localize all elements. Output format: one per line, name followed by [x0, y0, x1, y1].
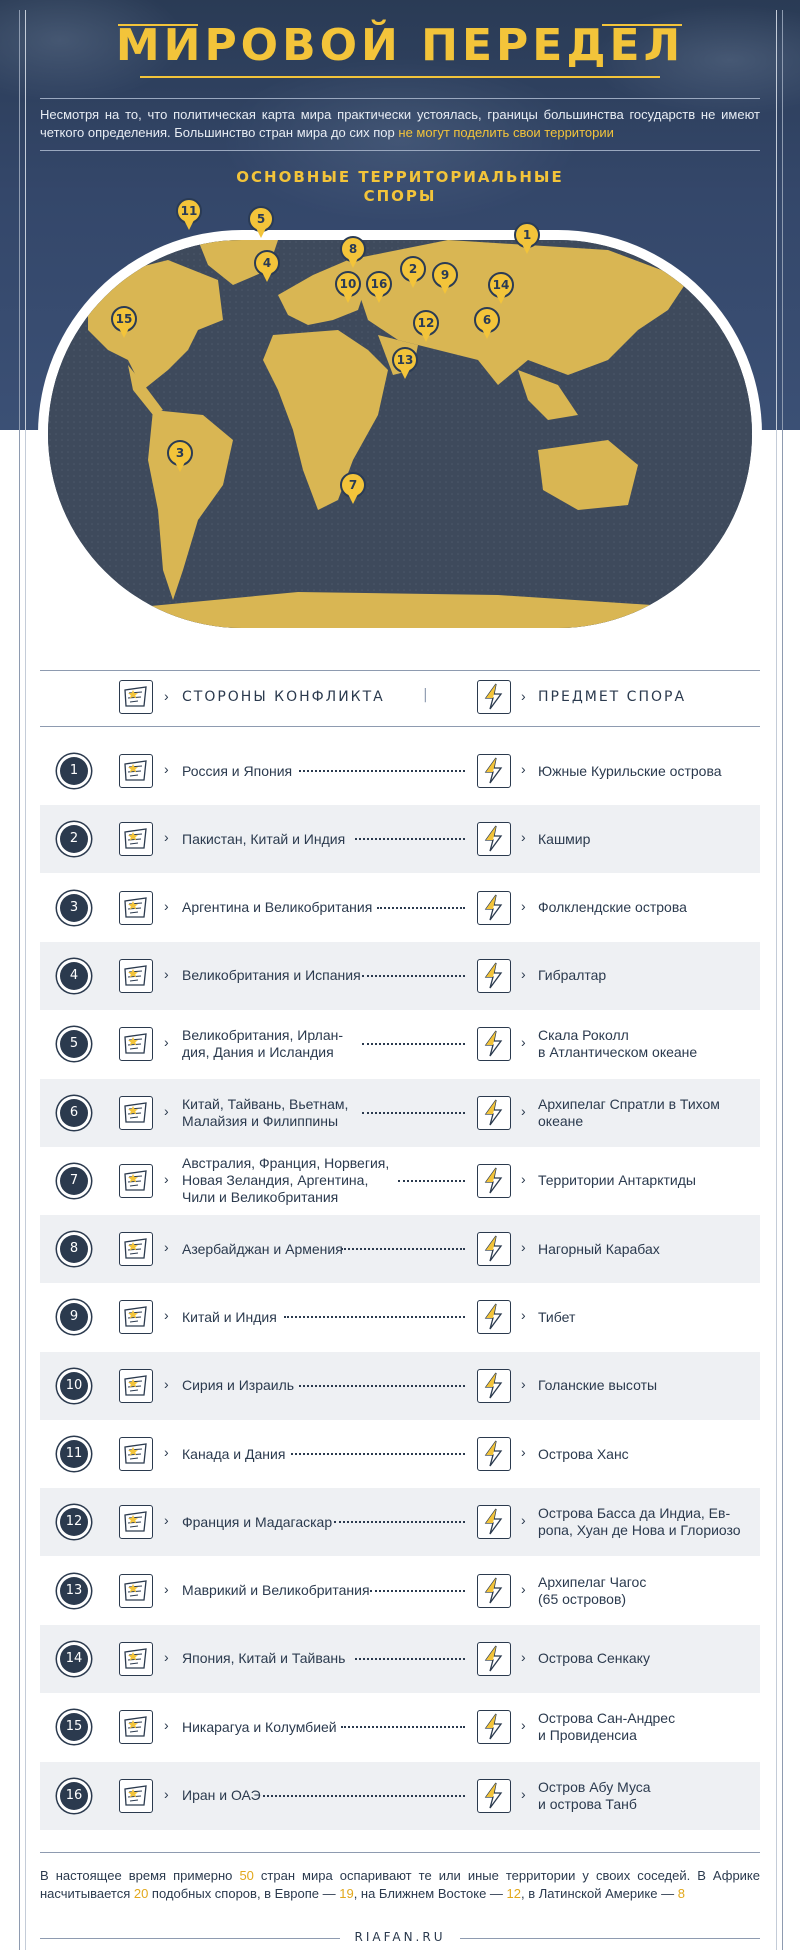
header-separator: | [423, 687, 430, 703]
dispute-number-badge: 12 [60, 1508, 88, 1536]
map-pin-6[interactable]: 6 [474, 307, 500, 341]
chevron-right-icon: › [521, 1375, 526, 1392]
dispute-subject [538, 831, 760, 848]
dispute-subject-line: Нагорный Карабах [538, 1240, 660, 1257]
dispute-subject-line: в Атлантическом океане [538, 1044, 698, 1061]
chevron-right-icon: › [164, 1717, 169, 1734]
conflict-parties-line: Великобритания и Испания [182, 967, 361, 984]
dispute-subject-icon [477, 680, 511, 714]
chevron-right-icon: › [164, 1580, 169, 1597]
map-subtitle [0, 168, 800, 206]
conflict-parties-icon [119, 822, 153, 856]
dispute-number-badge: 11 [60, 1440, 88, 1468]
dispute-subject-line: (65 островов) [538, 1590, 627, 1607]
footer-count-africa: 20 [133, 1886, 149, 1901]
dispute-subject-line: Гибралтар [538, 967, 607, 984]
map-pin-2[interactable]: 2 [400, 256, 426, 290]
conflict-parties-icon [119, 959, 153, 993]
conflict-parties-line: Китай и Индия [182, 1308, 277, 1325]
conflict-parties-line: Япония, Китай и Тайвань [182, 1650, 346, 1667]
chevron-right-icon: › [164, 1785, 169, 1802]
chevron-right-icon: › [521, 761, 526, 777]
dispute-subject [538, 1241, 760, 1258]
lightning-icon [477, 1027, 511, 1061]
lightning-icon [477, 1505, 511, 1539]
dispute-number-badge: 5 [60, 1030, 88, 1058]
conflict-parties-icon [119, 891, 153, 925]
dotted-leader [284, 1316, 465, 1318]
dispute-subject-line: и Провиденсиа [538, 1727, 637, 1744]
dispute-number-badge: 14 [60, 1645, 88, 1673]
lightning-icon [477, 1300, 511, 1334]
conflict-parties-line: Азербайджан и Армения [182, 1240, 343, 1257]
conflict-parties-icon [119, 1096, 153, 1130]
dispute-subject [538, 1027, 760, 1061]
conflict-parties-line: Малайзия и Филиппины [182, 1112, 339, 1129]
conflict-parties-line: Чили и Великобритания [182, 1189, 339, 1206]
dispute-subject [538, 1309, 760, 1326]
map-pin-9[interactable]: 9 [432, 262, 458, 296]
conflict-parties-line: Никарагуа и Колумбией [182, 1718, 337, 1735]
dispute-subject-line: Фолклендские острова [538, 899, 687, 916]
dispute-subject-line: Остров Абу Муса [538, 1778, 651, 1795]
dispute-subject [538, 1096, 760, 1130]
dispute-subject [538, 1172, 760, 1189]
dispute-row [40, 1693, 760, 1761]
dotted-leader [355, 1658, 465, 1660]
lightning-icon [477, 1096, 511, 1130]
chevron-right-icon: › [164, 1512, 169, 1529]
dispute-subject-line: Архипелаг Спратли в Тихом [538, 1095, 720, 1112]
chevron-right-icon: › [521, 1580, 526, 1597]
dispute-number-badge: 10 [60, 1372, 88, 1400]
dispute-subject-line: и острова Танб [538, 1795, 637, 1812]
map-pin-4[interactable]: 4 [254, 250, 280, 284]
dotted-leader [299, 770, 466, 772]
chevron-right-icon: › [521, 1717, 526, 1734]
dispute-row [40, 1420, 760, 1488]
chevron-right-icon: › [164, 1375, 169, 1392]
conflict-parties-line: Франция и Мадагаскар [182, 1513, 333, 1530]
dotted-leader [334, 1521, 465, 1523]
map-pin-7[interactable]: 7 [340, 472, 366, 506]
dispute-subject [538, 1505, 760, 1539]
chevron-right-icon: › [164, 1102, 169, 1119]
lightning-icon [477, 959, 511, 993]
chevron-right-icon: › [521, 965, 526, 982]
conflict-parties-line: Пакистан, Китай и Индия [182, 830, 346, 847]
conflict-parties-icon [119, 1437, 153, 1471]
dispute-row [40, 942, 760, 1010]
map-pin-14[interactable]: 14 [488, 272, 514, 306]
chevron-right-icon: › [521, 1170, 526, 1187]
lightning-icon [477, 1164, 511, 1198]
dotted-leader [299, 1385, 466, 1387]
chevron-right-icon: › [521, 897, 526, 914]
lightning-icon [477, 1232, 511, 1266]
chevron-right-icon: › [521, 1785, 526, 1802]
footer-count-middle-east: 12 [506, 1886, 522, 1901]
lightning-icon [477, 1437, 511, 1471]
chevron-right-icon: › [164, 761, 169, 777]
map-pin-5[interactable]: 5 [248, 206, 274, 240]
map-pin-8[interactable]: 8 [340, 236, 366, 270]
world-map-svg [48, 240, 752, 628]
title-underline [140, 76, 660, 78]
footer-text-1: В настоящее время примерно [40, 1868, 240, 1883]
conflict-parties-icon [119, 1232, 153, 1266]
chevron-right-icon: › [521, 1512, 526, 1529]
footer-count-latin-america: 8 [677, 1886, 685, 1901]
dotted-leader [398, 1180, 465, 1182]
dispute-number-badge: 7 [60, 1167, 88, 1195]
dispute-number-badge: 8 [60, 1235, 88, 1263]
dispute-subject [538, 899, 760, 916]
dispute-subject-line: Голанские высоты [538, 1377, 658, 1394]
dispute-subject-line: Архипелаг Чагос [538, 1573, 647, 1590]
dispute-row [40, 1762, 760, 1830]
dispute-row [40, 1079, 760, 1147]
lightning-icon [477, 754, 511, 788]
conflict-parties-icon [119, 754, 153, 788]
conflict-parties-icon [119, 1779, 153, 1813]
dotted-leader [362, 1043, 465, 1045]
dispute-subject [538, 1377, 760, 1394]
footer-rule [40, 1852, 760, 1853]
dispute-subject-line: Южные Курильские острова [538, 762, 722, 779]
dispute-number-badge: 4 [60, 962, 88, 990]
dispute-row [40, 1352, 760, 1420]
dispute-subject [538, 1446, 760, 1463]
conflict-parties-icon [119, 1574, 153, 1608]
chevron-right-icon: › [164, 688, 169, 704]
dispute-subject-line: ропа, Хуан де Нова и Глориозо [538, 1522, 741, 1539]
lightning-icon [477, 1574, 511, 1608]
dispute-row [40, 874, 760, 942]
map-pin-16[interactable]: 16 [366, 271, 392, 305]
intro-text: Несмотря на то, что политическая карта мира практически устоялась, границы большинства государств не имеют четкого определения. Большинство стран мира до сих пор [40, 107, 760, 140]
conflict-parties-line: Россия и Япония [182, 762, 293, 779]
dispute-subject [538, 763, 760, 780]
chevron-right-icon: › [164, 1239, 169, 1256]
conflict-parties-line: Китай, Тайвань, Вьетнам, [182, 1095, 349, 1112]
conflict-parties-icon [119, 1505, 153, 1539]
dotted-leader [341, 1248, 465, 1250]
footer-summary [40, 1867, 760, 1903]
dotted-leader [355, 838, 465, 840]
chevron-right-icon: › [521, 829, 526, 846]
dispute-subject-line: океане [538, 1112, 584, 1129]
dispute-subject [538, 1710, 760, 1744]
intro-highlight: не могут поделить свои территории [398, 125, 614, 140]
footer-count-europe: 19 [339, 1886, 354, 1901]
chevron-right-icon: › [164, 1170, 169, 1187]
dispute-subject-line: Скала Роколл [538, 1027, 629, 1044]
dispute-number-badge: 2 [60, 825, 88, 853]
chevron-right-icon: › [521, 688, 526, 704]
dotted-leader [377, 907, 465, 909]
header-parties: СТОРОНЫ КОНФЛИКТА [182, 689, 385, 705]
dispute-number-badge: 1 [60, 757, 88, 785]
lightning-icon [477, 1710, 511, 1744]
dispute-number-badge: 16 [60, 1782, 88, 1810]
conflict-parties [182, 1155, 414, 1206]
conflict-parties-line: Новая Зеландия, Аргентина, [182, 1172, 369, 1189]
map-pin-11[interactable]: 11 [176, 198, 202, 232]
dispute-subject-line: Острова Сан-Андрес [538, 1710, 676, 1727]
lightning-icon [477, 1642, 511, 1676]
chevron-right-icon: › [521, 1034, 526, 1051]
footer-count-total: 50 [239, 1868, 254, 1883]
footer-text-2: стран мира оспаривают те или иные территории у своих соседей. В Африке насчитывается [40, 1868, 760, 1901]
dotted-leader [263, 1795, 465, 1797]
dispute-subject-line: Острова Сенкаку [538, 1650, 650, 1667]
map-pin-1[interactable]: 1 [514, 222, 540, 256]
conflict-parties-icon [119, 1027, 153, 1061]
header-subject: ПРЕДМЕТ СПОРА [538, 689, 687, 705]
chevron-right-icon: › [521, 1239, 526, 1256]
dispute-subject [538, 1650, 760, 1667]
map-pin-12[interactable]: 12 [413, 310, 439, 344]
footer-text-5: , в Латинской Америке — [521, 1886, 678, 1901]
lightning-icon [477, 822, 511, 856]
dispute-row [40, 1488, 760, 1556]
conflict-parties-line: дия, Дания и Исландия [182, 1044, 334, 1061]
dispute-subject-line: Тибет [538, 1308, 576, 1325]
lightning-icon [477, 1779, 511, 1813]
dotted-leader [362, 1112, 465, 1114]
conflict-parties-line: Канада и Дания [182, 1445, 286, 1462]
dotted-leader [370, 1590, 466, 1592]
dispute-row [40, 737, 760, 805]
chevron-right-icon: › [164, 1444, 169, 1460]
dispute-number-badge: 15 [60, 1713, 88, 1741]
conflict-parties-line: Иран и ОАЭ [182, 1787, 261, 1803]
conflict-parties-icon [119, 1164, 153, 1198]
chevron-right-icon: › [521, 1444, 526, 1460]
subtitle-line-2: СПОРЫ [363, 187, 437, 205]
dotted-leader [362, 975, 465, 977]
header-rule-bottom [40, 726, 760, 727]
conflict-parties-line: Сирия и Израиль [182, 1377, 295, 1394]
chevron-right-icon: › [164, 1307, 169, 1324]
dispute-row [40, 1283, 760, 1351]
dispute-subject [538, 967, 760, 984]
chevron-right-icon: › [164, 829, 169, 846]
chevron-right-icon: › [164, 897, 169, 914]
chevron-right-icon: › [164, 1648, 169, 1665]
intro-rule-top [40, 98, 760, 99]
dispute-number-badge: 9 [60, 1303, 88, 1331]
chevron-right-icon: › [521, 1648, 526, 1665]
dispute-number-badge: 13 [60, 1577, 88, 1605]
conflict-parties-icon [119, 1642, 153, 1676]
dispute-row [40, 1147, 760, 1215]
dispute-subject-line: Острова Басса да Индиа, Ев- [538, 1505, 731, 1522]
conflict-parties-icon [119, 1710, 153, 1744]
brand-logo-text[interactable]: RIAFAN.RU [354, 1930, 446, 1944]
page-title: МИРОВОЙ ПЕРЕДЕЛ [115, 20, 685, 71]
lightning-icon [477, 891, 511, 925]
chevron-right-icon: › [521, 1307, 526, 1324]
dispute-row [40, 1010, 760, 1078]
dispute-subject-line: Территории Антарктиды [538, 1172, 696, 1189]
dispute-number-badge: 6 [60, 1099, 88, 1127]
dotted-leader [291, 1453, 465, 1455]
lightning-icon [477, 1369, 511, 1403]
header-rule-top [40, 670, 760, 671]
conflict-parties-line: Великобритания, Ирлан- [182, 1027, 344, 1044]
map-pin-15[interactable]: 15 [111, 306, 137, 340]
map-pin-3[interactable]: 3 [167, 440, 193, 474]
conflict-parties-line: Маврикий и Великобритания [182, 1582, 370, 1599]
dispute-number-badge: 3 [60, 894, 88, 922]
conflict-parties-line: Австралия, Франция, Норвегия, [182, 1155, 390, 1172]
dispute-row [40, 1625, 760, 1693]
dispute-row [40, 805, 760, 873]
chevron-right-icon: › [164, 965, 169, 982]
footer-text-4: , на Ближнем Востоке — [353, 1886, 507, 1901]
dispute-row [40, 1557, 760, 1625]
chevron-right-icon: › [164, 1034, 169, 1051]
chevron-right-icon: › [521, 1102, 526, 1119]
intro-rule-bottom [40, 150, 760, 151]
dispute-subject-line: Острова Ханс [538, 1445, 629, 1462]
footer-text-3: подобных споров, в Европе — [148, 1886, 340, 1901]
conflict-parties-icon [119, 1300, 153, 1334]
dispute-subject [538, 1574, 760, 1608]
intro-paragraph [40, 106, 760, 142]
conflict-parties-line: Аргентина и Великобритания [182, 899, 373, 916]
conflict-parties-icon [119, 680, 153, 714]
world-map [48, 240, 752, 628]
map-pin-10[interactable]: 10 [335, 271, 361, 305]
subtitle-line-1: ОСНОВНЫЕ ТЕРРИТОРИАЛЬНЫЕ [236, 168, 564, 186]
dispute-row [40, 1215, 760, 1283]
dotted-leader [341, 1726, 465, 1728]
map-pin-13[interactable]: 13 [392, 347, 418, 381]
dispute-subject-line: Кашмир [538, 830, 591, 847]
dispute-subject [538, 1779, 760, 1813]
conflict-parties-icon [119, 1369, 153, 1403]
